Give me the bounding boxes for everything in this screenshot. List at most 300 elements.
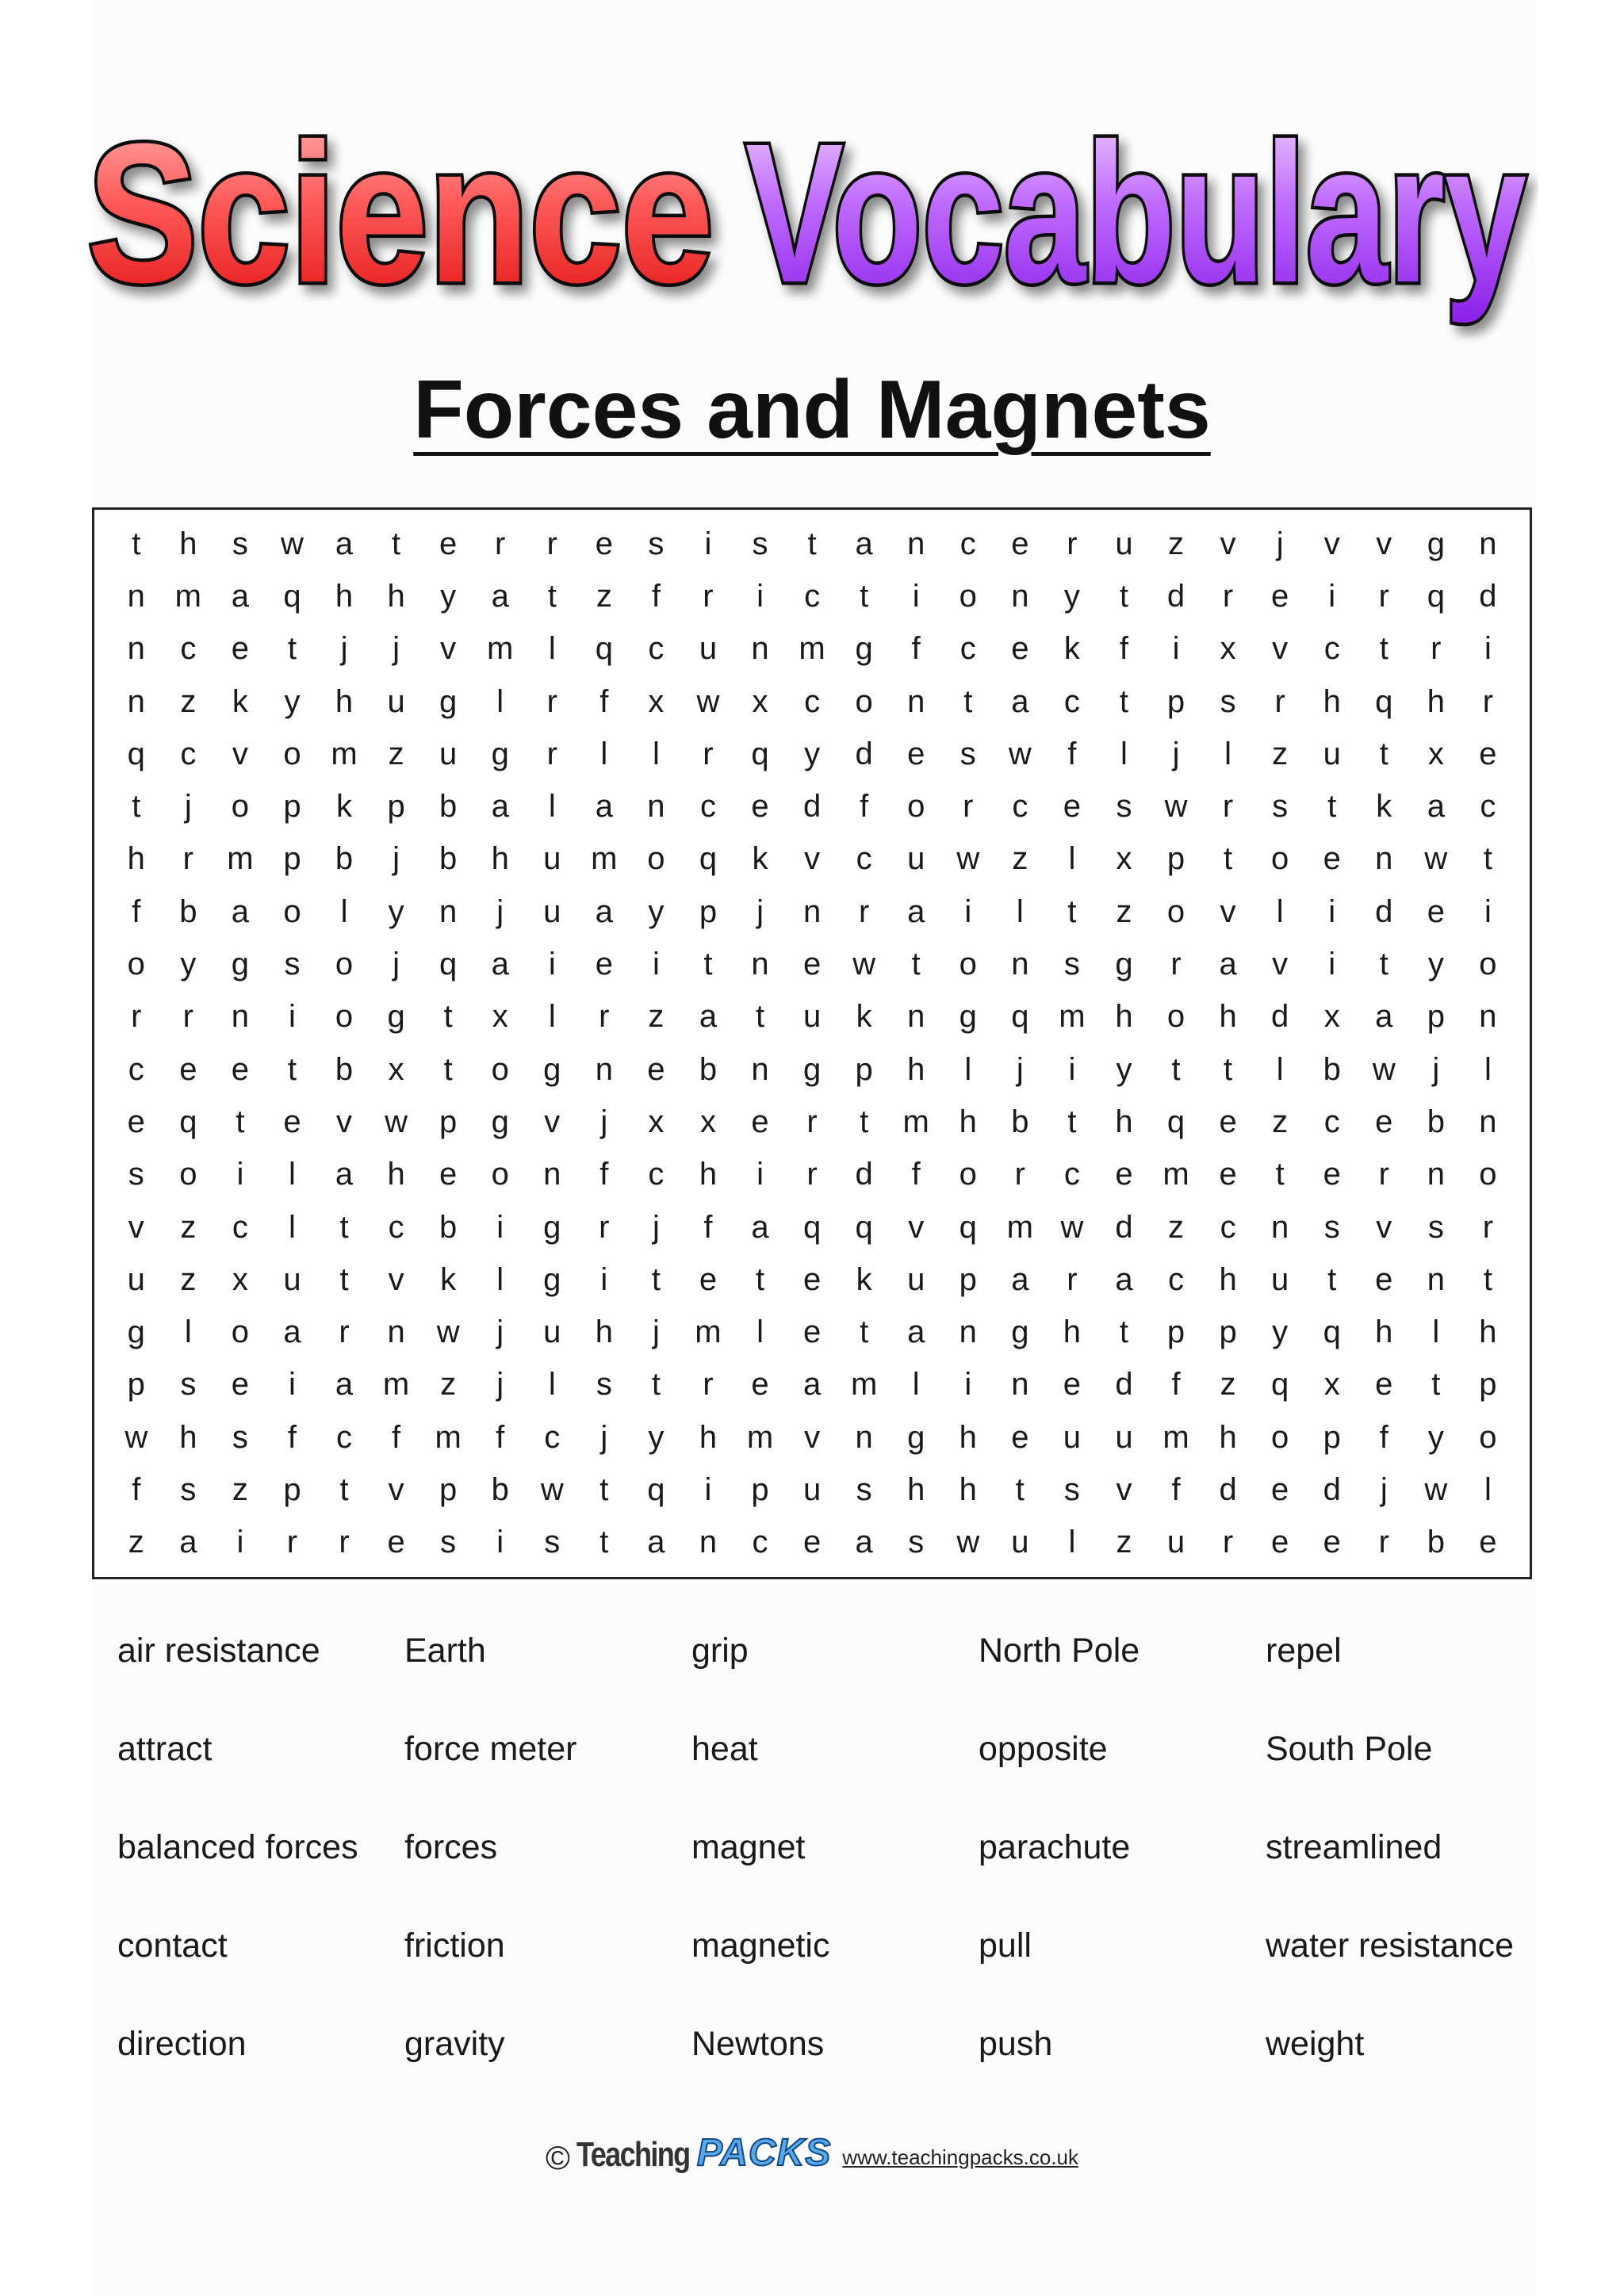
grid-letter: i xyxy=(1328,894,1336,929)
grid-letter: p xyxy=(283,789,301,825)
grid-rows xyxy=(94,510,1530,1577)
grid-letter: o xyxy=(959,1157,977,1192)
grid-letter: l xyxy=(600,736,608,771)
grid-letter: u xyxy=(1323,736,1341,771)
grid-letter: n xyxy=(907,683,925,719)
grid-letter: i xyxy=(756,1157,764,1192)
grid-letter: h xyxy=(1115,999,1133,1035)
grid-letter: n xyxy=(1375,841,1393,877)
grid-row xyxy=(110,675,1514,728)
grid-letter: r xyxy=(131,999,142,1035)
word-list-item: force meter xyxy=(404,1730,577,1768)
grid-letter: p xyxy=(439,1104,458,1139)
grid-letter: r xyxy=(599,1209,610,1245)
grid-letter: v xyxy=(1272,947,1289,982)
grid-letter: e xyxy=(1375,1104,1393,1139)
grid-letter: n xyxy=(127,631,145,667)
grid-letter: t xyxy=(1379,947,1388,982)
brand-logo-packs: PACKS xyxy=(696,2132,832,2174)
grid-letter: o xyxy=(907,789,925,825)
word-list-item: pull xyxy=(979,1927,1032,1965)
grid-letter: p xyxy=(699,894,718,929)
grid-letter: k xyxy=(336,789,353,825)
brand-logo-teaching: Teaching xyxy=(576,2135,690,2174)
grid-letter: z xyxy=(180,1261,197,1297)
grid-letter: l xyxy=(496,683,504,719)
grid-letter: f xyxy=(703,1209,713,1245)
grid-letter: u xyxy=(543,841,561,877)
grid-letter: t xyxy=(651,1261,661,1297)
grid-letter: r xyxy=(1378,1525,1389,1560)
grid-letter: n xyxy=(1011,947,1029,982)
grid-letter: t xyxy=(1431,1367,1441,1402)
grid-letter: n xyxy=(959,1314,977,1350)
grid-letter: e xyxy=(1063,789,1082,825)
grid-letter: w xyxy=(1164,789,1188,825)
grid-letter: t xyxy=(703,947,713,982)
grid-letter: n xyxy=(855,1419,873,1455)
grid-letter: u xyxy=(283,1261,301,1297)
grid-row xyxy=(110,570,1514,622)
grid-letter: t xyxy=(339,1261,349,1297)
grid-letter: h xyxy=(699,1419,718,1455)
grid-letter: b xyxy=(179,894,197,929)
grid-letter: e xyxy=(699,1261,718,1297)
grid-letter: d xyxy=(1115,1209,1133,1245)
grid-letter: r xyxy=(1482,683,1494,719)
grid-letter: m xyxy=(1162,1157,1189,1192)
grid-letter: t xyxy=(860,578,869,614)
grid-letter: g xyxy=(855,631,873,667)
grid-letter: h xyxy=(179,1419,197,1455)
grid-letter: r xyxy=(546,526,557,561)
grid-letter: l xyxy=(289,1157,296,1192)
grid-letter: i xyxy=(1068,1051,1076,1087)
grid-letter: z xyxy=(1116,894,1132,929)
grid-letter: a xyxy=(1011,1261,1029,1297)
grid-letter: y xyxy=(648,894,665,929)
grid-letter: z xyxy=(1272,1104,1289,1139)
grid-letter: x xyxy=(388,1051,404,1087)
grid-letter: l xyxy=(1120,736,1128,771)
grid-row xyxy=(110,1307,1514,1359)
grid-letter: e xyxy=(179,1051,197,1087)
grid-letter: b xyxy=(439,789,458,825)
grid-row xyxy=(110,1359,1514,1411)
grid-letter: z xyxy=(180,1209,197,1245)
grid-letter: i xyxy=(236,1525,244,1560)
grid-letter: o xyxy=(1479,947,1497,982)
grid-letter: i xyxy=(704,526,712,561)
grid-letter: o xyxy=(647,841,665,877)
word-list-item: attract xyxy=(117,1730,213,1768)
grid-letter: a xyxy=(1219,947,1237,982)
grid-letter: e xyxy=(802,1525,822,1560)
grid-letter: q xyxy=(855,1209,873,1245)
grid-letter: x xyxy=(1220,631,1236,667)
grid-letter: f xyxy=(860,789,869,825)
grid-letter: q xyxy=(1427,578,1445,614)
grid-letter: t xyxy=(807,526,817,561)
grid-letter: s xyxy=(1220,683,1236,719)
grid-letter: j xyxy=(1276,526,1284,561)
grid-letter: h xyxy=(179,526,197,561)
grid-letter: i xyxy=(756,578,764,614)
grid-row xyxy=(110,1149,1514,1201)
grid-letter: v xyxy=(1220,526,1236,561)
grid-letter: h xyxy=(1063,1314,1082,1350)
grid-letter: e xyxy=(1375,1367,1393,1402)
word-list-item: balanced forces xyxy=(117,1828,358,1866)
website-link[interactable]: www.teachingpacks.co.uk xyxy=(842,2145,1079,2169)
grid-letter: f xyxy=(392,1419,401,1455)
grid-letter: k xyxy=(1063,631,1080,667)
grid-letter: j xyxy=(496,894,504,929)
grid-letter: e xyxy=(647,1051,665,1087)
grid-letter: r xyxy=(1378,578,1389,614)
grid-letter: h xyxy=(335,683,354,719)
grid-letter: c xyxy=(752,1525,768,1560)
grid-letter: n xyxy=(1011,578,1029,614)
grid-letter: x xyxy=(1323,999,1340,1035)
grid-letter: i xyxy=(1328,578,1336,614)
grid-letter: c xyxy=(180,631,197,667)
grid-letter: l xyxy=(1432,1314,1440,1350)
grid-letter: u xyxy=(1166,1525,1185,1560)
grid-letter: u xyxy=(1063,1419,1082,1455)
grid-letter: x xyxy=(752,683,768,719)
grid-letter: t xyxy=(132,526,141,561)
grid-letter: r xyxy=(339,1525,350,1560)
grid-letter: w xyxy=(1424,1471,1448,1507)
grid-letter: s xyxy=(856,1471,872,1507)
grid-letter: o xyxy=(127,947,145,982)
grid-letter: c xyxy=(648,1157,665,1192)
grid-row xyxy=(110,1517,1514,1569)
grid-letter: r xyxy=(182,841,193,877)
grid-letter: t xyxy=(1067,894,1077,929)
grid-letter: x xyxy=(648,1104,665,1139)
grid-letter: e xyxy=(1271,1525,1289,1560)
grid-letter: c xyxy=(1012,789,1028,825)
grid-letter: v xyxy=(388,1471,404,1507)
grid-letter: w xyxy=(540,1471,564,1507)
grid-letter: l xyxy=(548,999,556,1035)
title-science-text: Science xyxy=(87,102,714,323)
grid-letter: o xyxy=(959,947,977,982)
grid-letter: r xyxy=(703,578,714,614)
grid-letter: c xyxy=(1168,1261,1185,1297)
grid-letter: h xyxy=(959,1104,977,1139)
grid-letter: s xyxy=(440,1525,457,1560)
word-list-item: contact xyxy=(117,1927,228,1965)
grid-letter: t xyxy=(443,1051,453,1087)
grid-letter: e xyxy=(595,947,613,982)
grid-letter: q xyxy=(802,1209,822,1245)
grid-letter: a xyxy=(647,1525,665,1560)
grid-letter: z xyxy=(1116,1525,1132,1560)
grid-letter: p xyxy=(1219,1314,1237,1350)
grid-letter: l xyxy=(1016,894,1024,929)
grid-letter: p xyxy=(751,1471,769,1507)
grid-letter: e xyxy=(595,526,613,561)
grid-letter: o xyxy=(1271,1419,1289,1455)
grid-letter: t xyxy=(1327,789,1337,825)
grid-letter: n xyxy=(907,526,925,561)
grid-letter: j xyxy=(1380,1471,1388,1507)
grid-letter: j xyxy=(600,1104,608,1139)
grid-letter: u xyxy=(127,1261,145,1297)
grid-letter: n xyxy=(1427,1261,1445,1297)
grid-letter: s xyxy=(1116,789,1132,825)
grid-letter: f xyxy=(599,1157,609,1192)
grid-letter: q xyxy=(647,1471,665,1507)
grid-letter: f xyxy=(1119,631,1129,667)
grid-row xyxy=(110,833,1514,886)
grid-letter: h xyxy=(595,1314,613,1350)
word-list-item: push xyxy=(979,2025,1053,2063)
grid-letter: n xyxy=(647,789,665,825)
grid-letter: e xyxy=(387,1525,405,1560)
grid-letter: w xyxy=(1008,736,1032,771)
grid-letter: e xyxy=(1427,894,1445,929)
grid-letter: z xyxy=(648,999,665,1035)
grid-letter: e xyxy=(1271,1471,1289,1507)
grid-letter: c xyxy=(232,1209,248,1245)
grid-letter: i xyxy=(1172,631,1180,667)
grid-letter: u xyxy=(1115,526,1133,561)
grid-letter: h xyxy=(959,1419,977,1455)
grid-letter: a xyxy=(907,1314,925,1350)
grid-letter: t xyxy=(392,526,401,561)
grid-letter: l xyxy=(1484,1471,1492,1507)
grid-letter: s xyxy=(752,526,768,561)
grid-letter: t xyxy=(1483,841,1492,877)
grid-letter: c xyxy=(1220,1209,1236,1245)
grid-letter: l xyxy=(548,631,556,667)
grid-letter: v xyxy=(440,631,457,667)
grid-letter: u xyxy=(699,631,718,667)
grid-letter: b xyxy=(491,1471,509,1507)
grid-letter: r xyxy=(495,526,506,561)
grid-letter: s xyxy=(1063,1471,1080,1507)
grid-letter: t xyxy=(1119,1314,1129,1350)
grid-letter: k xyxy=(856,999,872,1035)
grid-letter: z xyxy=(1168,1209,1185,1245)
grid-letter: o xyxy=(283,894,301,929)
grid-letter: c xyxy=(1323,1104,1340,1139)
grid-letter: h xyxy=(335,578,354,614)
grid-letter: q xyxy=(1166,1104,1185,1139)
grid-letter: n xyxy=(439,894,458,929)
grid-letter: a xyxy=(855,526,873,561)
grid-letter: u xyxy=(543,894,561,929)
word-list-item: magnetic xyxy=(691,1927,830,1965)
copyright-symbol: © xyxy=(545,2139,570,2176)
word-list-item: grip xyxy=(691,1632,749,1670)
grid-letter: o xyxy=(335,999,354,1035)
grid-letter: g xyxy=(543,1209,561,1245)
grid-letter: j xyxy=(393,841,400,877)
grid-letter: d xyxy=(1375,894,1393,929)
grid-letter: a xyxy=(179,1525,197,1560)
grid-letter: i xyxy=(289,1367,296,1402)
grid-letter: h xyxy=(1219,999,1237,1035)
grid-letter: t xyxy=(287,1051,297,1087)
grid-letter: r xyxy=(1222,1525,1234,1560)
grid-letter: u xyxy=(907,1261,925,1297)
grid-letter: c xyxy=(804,683,821,719)
grid-letter: w xyxy=(696,683,720,719)
grid-letter: m xyxy=(1162,1419,1189,1455)
grid-letter: e xyxy=(907,736,925,771)
grid-letter: d xyxy=(855,736,873,771)
grid-letter: t xyxy=(1171,1051,1181,1087)
word-list-item: gravity xyxy=(404,2025,505,2063)
grid-letter: p xyxy=(1323,1419,1341,1455)
grid-letter: k xyxy=(1376,789,1392,825)
grid-letter: i xyxy=(236,1157,244,1192)
grid-letter: x xyxy=(1323,1367,1340,1402)
grid-letter: w xyxy=(1060,1209,1084,1245)
grid-letter: y xyxy=(1272,1314,1289,1350)
word-list-item: Earth xyxy=(404,1632,486,1670)
grid-letter: e xyxy=(231,1051,250,1087)
grid-letter: q xyxy=(699,841,718,877)
grid-letter: d xyxy=(855,1157,873,1192)
grid-letter: e xyxy=(1011,1419,1029,1455)
grid-letter: n xyxy=(1011,1367,1029,1402)
grid-letter: w xyxy=(956,841,980,877)
grid-letter: e xyxy=(751,789,769,825)
grid-row xyxy=(110,939,1514,991)
grid-letter: n xyxy=(802,894,822,929)
grid-letter: j xyxy=(652,1209,660,1245)
grid-letter: z xyxy=(440,1367,457,1402)
word-list-item: parachute xyxy=(979,1828,1131,1866)
grid-letter: a xyxy=(335,526,354,561)
grid-letter: b xyxy=(335,1051,354,1087)
grid-letter: o xyxy=(1166,894,1185,929)
grid-letter: u xyxy=(1011,1525,1029,1560)
grid-letter: g xyxy=(1427,526,1445,561)
grid-letter: t xyxy=(1067,1104,1077,1139)
grid-letter: m xyxy=(591,841,618,877)
grid-letter: v xyxy=(336,1104,353,1139)
grid-letter: o xyxy=(1166,999,1185,1035)
grid-letter: g xyxy=(231,947,250,982)
grid-letter: f xyxy=(911,1157,921,1192)
grid-letter: q xyxy=(283,578,301,614)
grid-letter: i xyxy=(912,578,920,614)
grid-letter: e xyxy=(751,1367,769,1402)
grid-letter: a xyxy=(802,1367,822,1402)
grid-letter: r xyxy=(1431,631,1442,667)
grid-letter: r xyxy=(599,999,610,1035)
grid-row xyxy=(110,1096,1514,1148)
grid-letter: t xyxy=(1015,1471,1025,1507)
grid-letter: n xyxy=(231,999,250,1035)
grid-letter: r xyxy=(182,999,193,1035)
grid-letter: a xyxy=(491,578,509,614)
grid-letter: h xyxy=(1375,1314,1393,1350)
grid-letter: w xyxy=(124,1419,148,1455)
grid-letter: q xyxy=(595,631,613,667)
grid-row xyxy=(110,1253,1514,1306)
grid-letter: w xyxy=(956,1525,980,1560)
grid-letter: v xyxy=(128,1209,144,1245)
grid-letter: v xyxy=(804,841,821,877)
grid-letter: l xyxy=(964,1051,972,1087)
grid-letter: m xyxy=(1059,999,1086,1035)
grid-letter: h xyxy=(907,1471,925,1507)
grid-letter: s xyxy=(284,947,301,982)
grid-letter: g xyxy=(387,999,405,1035)
grid-letter: g xyxy=(127,1314,145,1350)
grid-letter: k xyxy=(752,841,768,877)
grid-letter: s xyxy=(180,1471,197,1507)
grid-letter: j xyxy=(184,789,192,825)
grid-letter: a xyxy=(491,789,509,825)
grid-letter: a xyxy=(595,789,613,825)
grid-letter: j xyxy=(756,894,764,929)
grid-letter: v xyxy=(232,736,248,771)
word-list-item: forces xyxy=(404,1828,498,1866)
word-list-item: air resistance xyxy=(117,1632,320,1670)
word-list-item: streamlined xyxy=(1266,1828,1442,1866)
grid-letter: m xyxy=(850,1367,878,1402)
grid-letter: n xyxy=(1271,1209,1289,1245)
grid-letter: f xyxy=(1067,736,1077,771)
grid-letter: e xyxy=(1011,526,1029,561)
grid-letter: f xyxy=(911,631,921,667)
grid-letter: h xyxy=(1427,683,1445,719)
grid-letter: n xyxy=(387,1314,405,1350)
grid-letter: z xyxy=(128,1525,144,1560)
grid-letter: z xyxy=(232,1471,248,1507)
grid-letter: q xyxy=(1011,999,1029,1035)
grid-letter: e xyxy=(127,1104,145,1139)
grid-letter: h xyxy=(699,1157,718,1192)
grid-letter: r xyxy=(1378,1157,1389,1192)
grid-letter: g xyxy=(959,999,977,1035)
grid-letter: y xyxy=(1427,1419,1444,1455)
grid-letter: n xyxy=(1479,526,1497,561)
grid-letter: x xyxy=(232,1261,248,1297)
grid-letter: t xyxy=(963,683,973,719)
grid-letter: o xyxy=(491,1157,509,1192)
grid-letter: z xyxy=(1012,841,1028,877)
grid-letter: o xyxy=(1479,1157,1497,1192)
word-list-item: direction xyxy=(117,2025,247,2063)
grid-letter: h xyxy=(1323,683,1341,719)
grid-letter: l xyxy=(1224,736,1232,771)
grid-letter: e xyxy=(1219,1157,1237,1192)
grid-letter: o xyxy=(283,736,301,771)
grid-letter: z xyxy=(1272,736,1289,771)
grid-row xyxy=(110,991,1514,1043)
grid-letter: p xyxy=(283,841,301,877)
grid-letter: l xyxy=(548,1367,556,1402)
grid-letter: s xyxy=(180,1367,197,1402)
grid-letter: o xyxy=(1479,1419,1497,1455)
grid-letter: i xyxy=(704,1471,712,1507)
grid-letter: n xyxy=(127,683,145,719)
grid-letter: u xyxy=(802,999,822,1035)
grid-letter: m xyxy=(227,841,254,877)
grid-letter: c xyxy=(1323,631,1340,667)
grid-letter: x xyxy=(492,999,508,1035)
